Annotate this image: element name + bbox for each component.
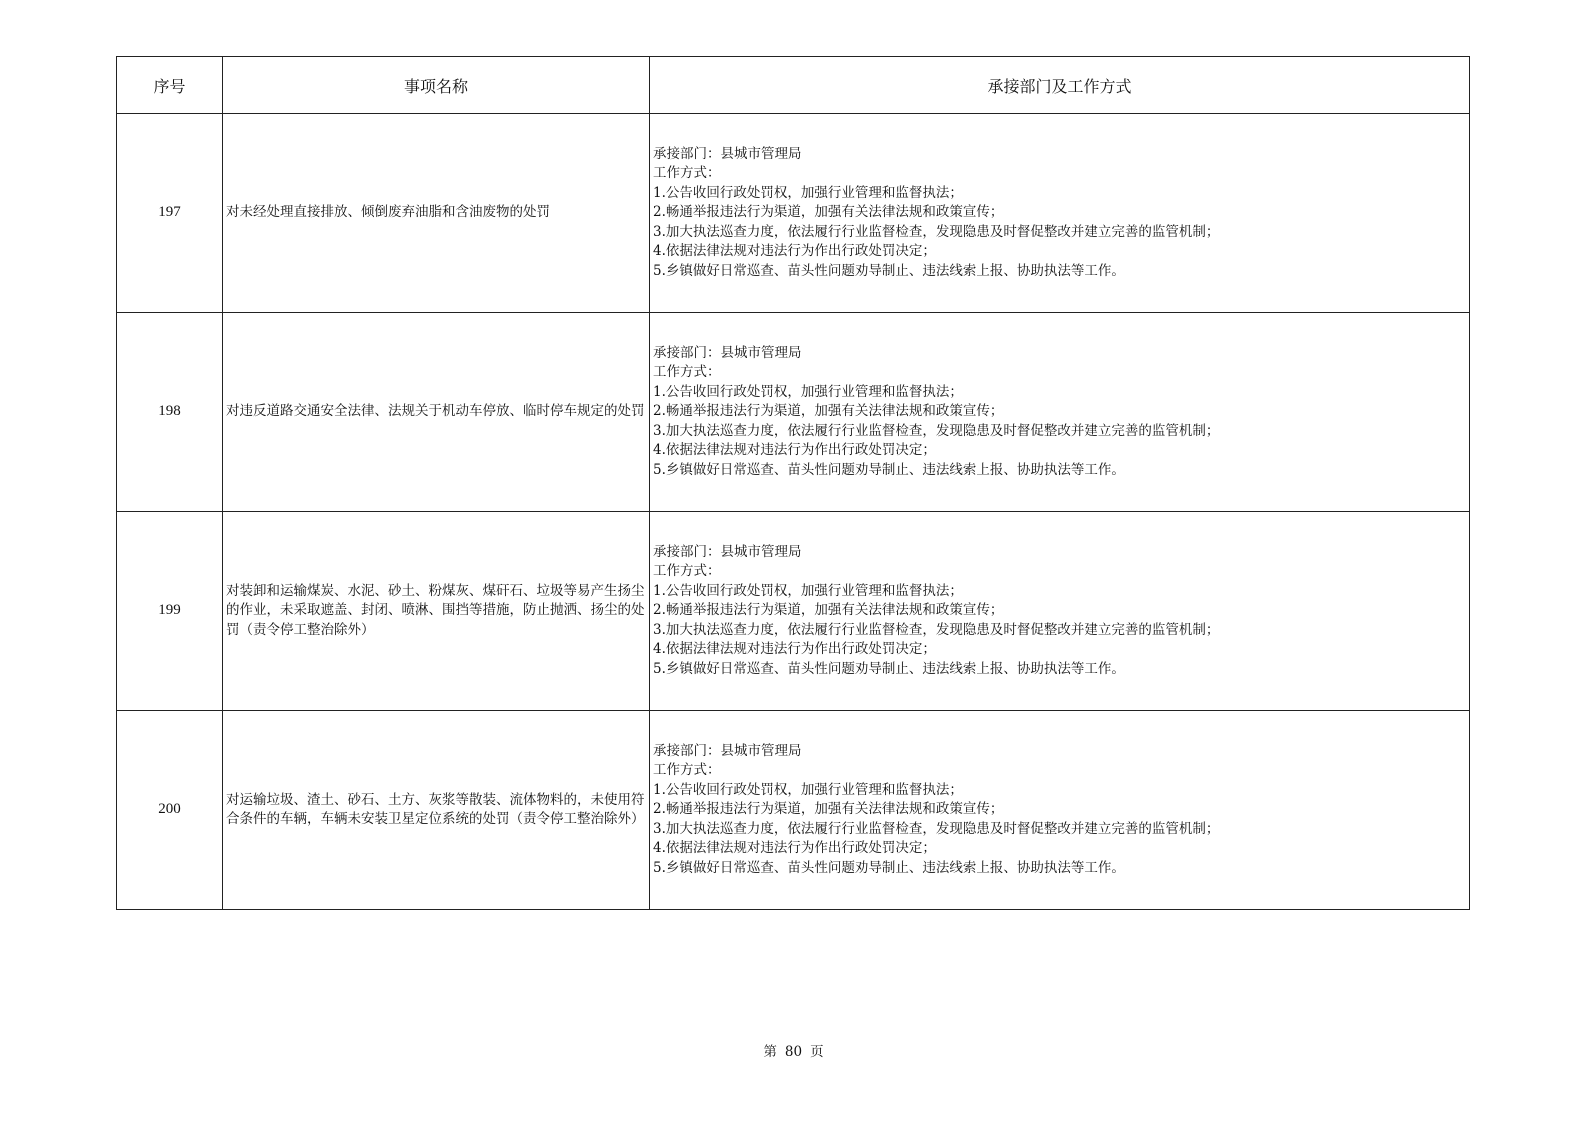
dept-line: 承接部门：县城市管理局 xyxy=(653,543,802,560)
dept-line: 承接部门：县城市管理局 xyxy=(653,344,802,361)
dept-line: 3.加大执法巡查力度，依法履行行业监督检查，发现隐患及时督促整改并建立完善的监管机制； xyxy=(653,422,1220,439)
table-body xyxy=(117,114,1470,910)
row-seq: 200 xyxy=(117,711,223,910)
dept-line: 1.公告收回行政处罚权，加强行业管理和监督执法； xyxy=(653,184,963,201)
table-row xyxy=(117,114,1470,313)
dept-line: 3.加大执法巡查力度，依法履行行业监督检查，发现隐患及时督促整改并建立完善的监管机制； xyxy=(653,621,1220,638)
dept-line: 2.畅通举报违法行为渠道，加强有关法律法规和政策宣传； xyxy=(653,602,1004,619)
dept-line: 2.畅通举报违法行为渠道，加强有关法律法规和政策宣传； xyxy=(653,403,1004,420)
table-row xyxy=(117,512,1470,711)
row-dept-method xyxy=(650,114,1470,313)
table-header xyxy=(117,57,1470,114)
table-row xyxy=(117,711,1470,910)
dept-line: 5.乡镇做好日常巡查、苗头性问题劝导制止、违法线索上报、协助执法等工作。 xyxy=(653,461,1125,478)
row-seq: 199 xyxy=(117,512,223,711)
dept-line: 4.依据法律法规对违法行为作出行政处罚决定； xyxy=(653,243,936,260)
dept-line: 5.乡镇做好日常巡查、苗头性问题劝导制止、违法线索上报、协助执法等工作。 xyxy=(653,660,1125,677)
header-seq: 序号 xyxy=(117,57,223,114)
dept-line: 2.畅通举报违法行为渠道，加强有关法律法规和政策宣传； xyxy=(653,801,1004,818)
table-row xyxy=(117,313,1470,512)
page-number: 80 xyxy=(784,1044,803,1060)
row-item-name: 对未经处理直接排放、倾倒废弃油脂和含油废物的处罚 xyxy=(223,114,650,313)
header-dept: 承接部门及工作方式 xyxy=(650,57,1470,114)
dept-line: 工作方式： xyxy=(653,563,721,580)
dept-line: 4.依据法律法规对违法行为作出行政处罚决定； xyxy=(653,641,936,658)
dept-line: 5.乡镇做好日常巡查、苗头性问题劝导制止、违法线索上报、协助执法等工作。 xyxy=(653,859,1125,876)
header-row xyxy=(117,57,1470,114)
dept-line: 工作方式： xyxy=(653,762,721,779)
dept-line: 5.乡镇做好日常巡查、苗头性问题劝导制止、违法线索上报、协助执法等工作。 xyxy=(653,262,1125,279)
dept-line: 3.加大执法巡查力度，依法履行行业监督检查，发现隐患及时督促整改并建立完善的监管机制； xyxy=(653,223,1220,240)
dept-line: 1.公告收回行政处罚权，加强行业管理和监督执法； xyxy=(653,582,963,599)
row-item-name: 对违反道路交通安全法律、法规关于机动车停放、临时停车规定的处罚 xyxy=(223,313,650,512)
dept-line: 1.公告收回行政处罚权，加强行业管理和监督执法； xyxy=(653,781,963,798)
dept-line: 工作方式： xyxy=(653,165,721,182)
items-table xyxy=(116,56,1470,910)
dept-line: 承接部门：县城市管理局 xyxy=(653,742,802,759)
page-suffix: 页 xyxy=(810,1044,824,1060)
page-prefix: 第 xyxy=(763,1044,777,1060)
row-dept-method xyxy=(650,711,1470,910)
dept-line: 1.公告收回行政处罚权，加强行业管理和监督执法； xyxy=(653,383,963,400)
dept-line: 工作方式： xyxy=(653,364,721,381)
dept-line: 3.加大执法巡查力度，依法履行行业监督检查，发现隐患及时督促整改并建立完善的监管机制； xyxy=(653,820,1220,837)
row-item-name: 对运输垃圾、渣土、砂石、土方、灰浆等散装、流体物料的，未使用符合条件的车辆，车辆未安装卫星定位系统的处罚（责令停工整治除外） xyxy=(223,711,650,910)
dept-line: 4.依据法律法规对违法行为作出行政处罚决定； xyxy=(653,442,936,459)
dept-line: 承接部门：县城市管理局 xyxy=(653,145,802,162)
row-seq: 197 xyxy=(117,114,223,313)
row-seq: 198 xyxy=(117,313,223,512)
header-name: 事项名称 xyxy=(223,57,650,114)
dept-line: 2.畅通举报违法行为渠道，加强有关法律法规和政策宣传； xyxy=(653,204,1004,221)
row-dept-method xyxy=(650,512,1470,711)
row-item-name: 对装卸和运输煤炭、水泥、砂土、粉煤灰、煤矸石、垃圾等易产生扬尘的作业，未采取遮盖、封闭、喷淋、围挡等措施，防止抛洒、扬尘的处罚（责令停工整治除外） xyxy=(223,512,650,711)
dept-line: 4.依据法律法规对违法行为作出行政处罚决定； xyxy=(653,840,936,857)
page-footer xyxy=(0,1040,1587,1060)
row-dept-method xyxy=(650,313,1470,512)
